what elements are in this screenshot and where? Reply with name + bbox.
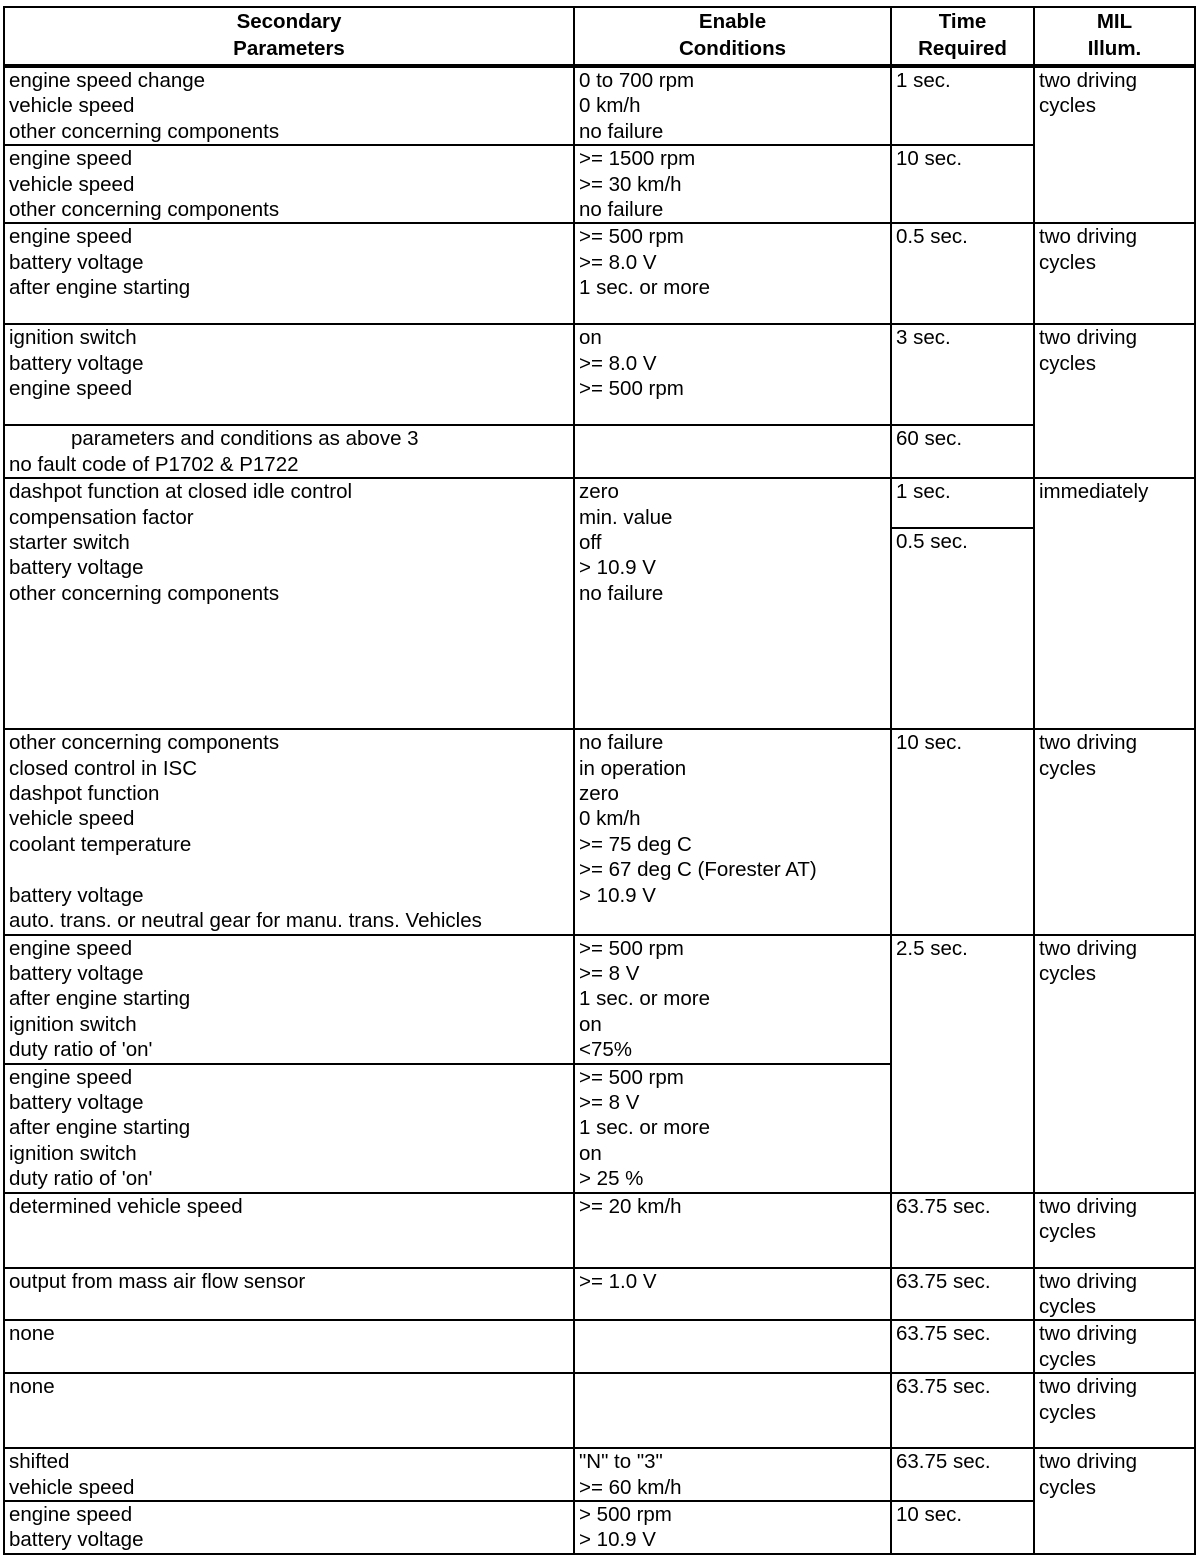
- enable-conditions-cell: no failure in operation zero 0 km/h >= 75 deg C >= 67 deg C (Forester AT) > 10.9 V: [574, 729, 891, 934]
- table-row: [4, 1448, 1195, 1501]
- time-required-cell: 3 sec.: [891, 324, 1034, 425]
- time-required-cell: 10 sec.: [891, 145, 1034, 223]
- table-row: [4, 425, 1195, 478]
- time-required-cell: 60 sec.: [891, 425, 1034, 478]
- enable-conditions-cell: [574, 1373, 891, 1448]
- secondary-parameters-cell: engine speed vehicle speed other concerning components: [4, 145, 574, 223]
- time-required-cell: 10 sec.: [891, 729, 1034, 934]
- enable-conditions-cell: [574, 425, 891, 478]
- enable-conditions-cell: >= 500 rpm >= 8 V 1 sec. or more on > 25 %: [574, 1064, 891, 1193]
- mil-illum-cell: immediately: [1034, 478, 1195, 729]
- secondary-parameters-cell: engine speed battery voltage after engine starting ignition switch duty ratio of 'on': [4, 1064, 574, 1193]
- mil-illum-cell: two driving cycles: [1034, 66, 1195, 223]
- header-time-required: Time Required: [891, 7, 1034, 66]
- enable-conditions-cell: >= 1500 rpm >= 30 km/h no failure: [574, 145, 891, 223]
- enable-conditions-cell: >= 500 rpm >= 8.0 V 1 sec. or more: [574, 223, 891, 324]
- table-row: [4, 66, 1195, 145]
- table-row: [4, 478, 1195, 528]
- enable-conditions-cell: >= 20 km/h: [574, 1193, 891, 1268]
- secondary-parameters-cell: determined vehicle speed: [4, 1193, 574, 1268]
- secondary-parameters-cell: shifted vehicle speed: [4, 1448, 574, 1501]
- header-mil-illum: MIL Illum.: [1034, 7, 1195, 66]
- time-required-cell: 1 sec.: [891, 478, 1034, 528]
- table-row: [4, 1501, 1195, 1554]
- secondary-parameters-cell: none: [4, 1373, 574, 1448]
- enable-conditions-cell: 0 to 700 rpm 0 km/h no failure: [574, 66, 891, 145]
- time-required-cell: 63.75 sec.: [891, 1193, 1034, 1268]
- mil-illum-cell: two driving cycles: [1034, 729, 1195, 934]
- mil-illum-cell: two driving cycles: [1034, 935, 1195, 1193]
- time-required-cell: 63.75 sec.: [891, 1268, 1034, 1321]
- time-required-cell: 10 sec.: [891, 1501, 1034, 1554]
- mil-illum-cell: two driving cycles: [1034, 1320, 1195, 1373]
- enable-conditions-cell: "N" to "3" >= 60 km/h: [574, 1448, 891, 1501]
- table-row: [4, 1268, 1195, 1321]
- time-required-cell: 0.5 sec.: [891, 528, 1034, 729]
- secondary-parameters-cell: output from mass air flow sensor: [4, 1268, 574, 1321]
- enable-conditions-cell: [574, 1320, 891, 1373]
- secondary-parameters-cell: dashpot function at closed idle control compensation factor starter switch battery voltage other concerning components: [4, 478, 574, 729]
- enable-conditions-cell: on >= 8.0 V >= 500 rpm: [574, 324, 891, 425]
- time-required-cell: 63.75 sec.: [891, 1320, 1034, 1373]
- table-row: [4, 935, 1195, 1064]
- table-row: [4, 223, 1195, 324]
- secondary-parameters-cell: engine speed battery voltage after engine starting: [4, 223, 574, 324]
- secondary-parameters-cell: engine speed battery voltage: [4, 1501, 574, 1554]
- mil-illum-cell: two driving cycles: [1034, 1193, 1195, 1268]
- table-row: [4, 324, 1195, 425]
- mil-illum-cell: two driving cycles: [1034, 324, 1195, 478]
- table-row: [4, 1320, 1195, 1373]
- enable-conditions-cell: > 500 rpm > 10.9 V: [574, 1501, 891, 1554]
- header-row: [4, 7, 1195, 66]
- time-required-cell: 0.5 sec.: [891, 223, 1034, 324]
- secondary-parameters-cell: none: [4, 1320, 574, 1373]
- table-row: [4, 729, 1195, 934]
- secondary-parameters-cell: other concerning components closed control in ISC dashpot function vehicle speed coolant temperature battery voltage auto. trans. or neutral gear for manu. trans. Vehicles: [4, 729, 574, 934]
- secondary-parameters-cell: parameters and conditions as above 3 no fault code of P1702 & P1722: [4, 425, 574, 478]
- time-required-cell: 63.75 sec.: [891, 1373, 1034, 1448]
- secondary-parameters-cell: ignition switch battery voltage engine speed: [4, 324, 574, 425]
- secondary-parameters-cell: engine speed change vehicle speed other concerning components: [4, 66, 574, 145]
- table-row: [4, 1193, 1195, 1268]
- enable-conditions-cell: zero min. value off > 10.9 V no failure: [574, 478, 891, 729]
- time-required-cell: 63.75 sec.: [891, 1448, 1034, 1501]
- obd-parameters-table: [3, 6, 1196, 1555]
- header-secondary-parameters: Secondary Parameters: [4, 7, 574, 66]
- mil-illum-cell: two driving cycles: [1034, 1448, 1195, 1554]
- secondary-parameters-cell: engine speed battery voltage after engine starting ignition switch duty ratio of 'on': [4, 935, 574, 1064]
- table-row: [4, 145, 1195, 223]
- time-required-cell: 2.5 sec.: [891, 935, 1034, 1193]
- time-required-cell: 1 sec.: [891, 66, 1034, 145]
- mil-illum-cell: two driving cycles: [1034, 1268, 1195, 1321]
- enable-conditions-cell: >= 500 rpm >= 8 V 1 sec. or more on <75%: [574, 935, 891, 1064]
- mil-illum-cell: two driving cycles: [1034, 1373, 1195, 1448]
- enable-conditions-cell: >= 1.0 V: [574, 1268, 891, 1321]
- header-enable-conditions: Enable Conditions: [574, 7, 891, 66]
- table-row: [4, 1373, 1195, 1448]
- mil-illum-cell: two driving cycles: [1034, 223, 1195, 324]
